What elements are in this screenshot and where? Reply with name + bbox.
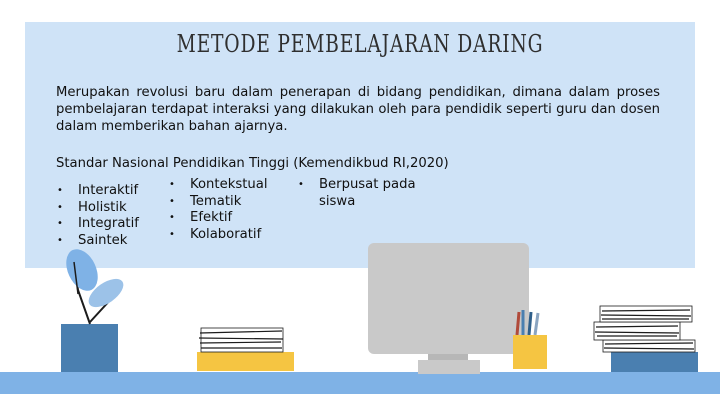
standard-heading: Standar Nasional Pendidikan Tinggi (Kemendikbud RI,2020)	[56, 156, 449, 171]
list-item: • Holistik	[56, 200, 139, 217]
list-item: • Kontekstual	[168, 177, 267, 194]
list-item: • Interaktif	[56, 183, 139, 200]
intro-paragraph: Merupakan revolusi baru dalam penerapan di bidang pendidikan, dimana dalam proses pembelajaran terdapat interaksi yang dilakukan oleh para pendidik seperti guru dan dosen dalam memberikan bahan ajarnya.	[56, 85, 660, 134]
plant-icon	[60, 244, 128, 372]
list-item: • Tematik	[168, 194, 267, 211]
books-stack-right	[594, 306, 698, 372]
list-item: • Kolaboratif	[168, 227, 267, 244]
desk-surface	[0, 372, 720, 394]
books-stack-left	[197, 328, 294, 371]
list-item: • Efektif	[168, 210, 267, 227]
monitor-icon	[368, 243, 529, 374]
list-item: • Saintek	[56, 233, 139, 250]
slide-title: METODE PEMBELAJARAN DARING	[176, 30, 544, 58]
list-item: • Integratif	[56, 216, 139, 233]
list-item-line: siswa	[319, 193, 356, 209]
list-item-line: • Berpusat pada	[319, 177, 416, 192]
pencil-holder-icon	[513, 310, 547, 369]
